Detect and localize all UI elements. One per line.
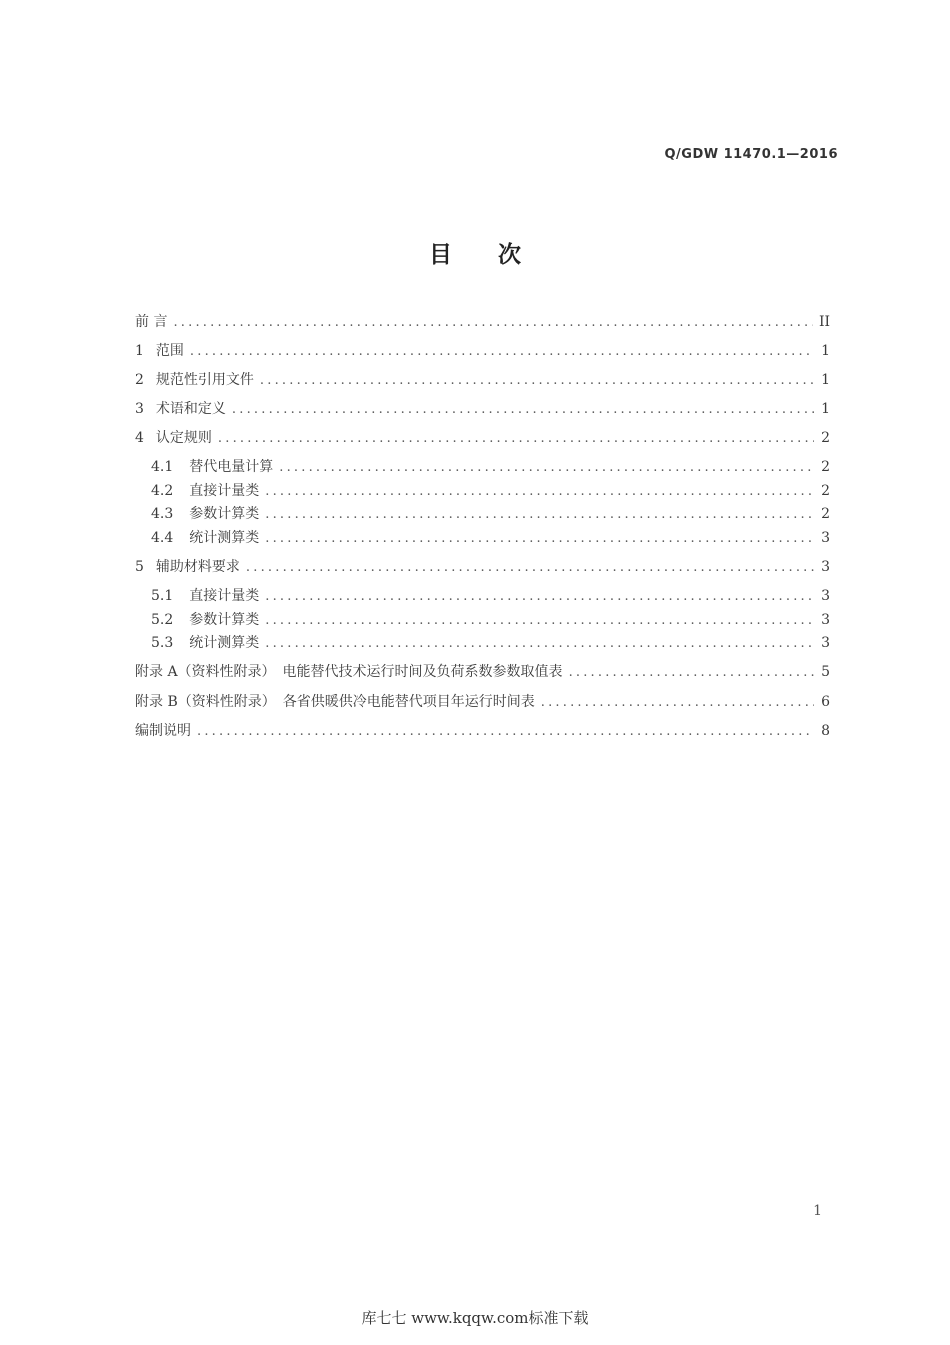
toc-entry-number: 4 [135, 430, 144, 446]
toc-dot-leader [197, 722, 814, 742]
toc-entry-number: 4.4 [151, 530, 174, 546]
toc-entry[interactable] [151, 528, 830, 549]
toc-entry-title: 前 言 [135, 314, 168, 330]
toc-entry[interactable] [135, 692, 830, 713]
toc-dot-leader [218, 429, 814, 449]
toc-entry-number: 5 [135, 559, 144, 575]
toc-entry-number: 4.2 [151, 483, 174, 499]
toc-dot-leader [265, 505, 814, 525]
toc-entry-title: 替代电量计算 [189, 459, 274, 475]
page-number: 1 [813, 1203, 822, 1219]
toc-entry-heading [151, 586, 259, 606]
toc-entry-page: 2 [821, 430, 830, 446]
toc-entry-page: 6 [821, 694, 830, 710]
toc-entry-heading [135, 370, 254, 390]
toc-entry-title: 直接计量类 [189, 483, 260, 499]
toc-entry-page: 3 [821, 559, 830, 575]
toc-entry[interactable] [135, 312, 830, 333]
toc-entry-page: 1 [821, 372, 830, 388]
toc-entry[interactable] [135, 557, 830, 578]
toc-entry-title: 统计测算类 [189, 635, 260, 651]
toc-entry-title: 辅助材料要求 [155, 559, 240, 575]
toc-entry-number: 5.3 [151, 635, 174, 651]
toc-entry[interactable] [151, 504, 830, 525]
toc-entry-page: 8 [821, 723, 830, 739]
toc-entry-heading [135, 557, 240, 577]
toc-entry-title: 范围 [155, 343, 184, 359]
toc-dot-leader [232, 400, 814, 420]
toc-entry[interactable] [151, 481, 830, 502]
toc-entry-heading [135, 428, 212, 448]
toc-entry[interactable] [135, 341, 830, 362]
toc-entry-heading [135, 692, 535, 712]
standard-code: Q/GDW 11470.1—2016 [664, 147, 838, 162]
toc-entry-number: 5.1 [151, 588, 174, 604]
toc-entry-title: 术语和定义 [155, 401, 226, 417]
toc-entry[interactable] [151, 586, 830, 607]
toc-entry-title: 认定规则 [155, 430, 212, 446]
toc-entry-page: 5 [821, 664, 830, 680]
toc-entry-page: 2 [821, 459, 830, 475]
toc-dot-leader [260, 371, 814, 391]
toc-entry-title: 规范性引用文件 [155, 372, 254, 388]
footer-watermark: 库七七 www.kqqw.com标准下载 [361, 1309, 589, 1327]
toc-dot-leader [279, 458, 814, 478]
toc-entry-page: 1 [821, 343, 830, 359]
toc-entry-page: 2 [821, 483, 830, 499]
toc-entry[interactable] [135, 662, 830, 683]
toc-entry-title: 参数计算类 [189, 612, 260, 628]
toc-entry-heading [151, 528, 259, 548]
toc-entry-number: 4.3 [151, 506, 174, 522]
toc-dot-leader [265, 587, 814, 607]
toc-entry-title: 附录 A（资料性附录） 电能替代技术运行时间及负荷系数参数取值表 [135, 664, 563, 680]
toc-entry-page: II [818, 314, 830, 330]
toc-entry[interactable] [135, 370, 830, 391]
toc-entry-number: 1 [135, 343, 144, 359]
toc-entry[interactable] [135, 428, 830, 449]
toc-entry-heading [151, 457, 273, 477]
toc-entry-page: 1 [821, 401, 830, 417]
toc-entry-number: 5.2 [151, 612, 174, 628]
toc-dot-leader [246, 558, 814, 578]
toc-entry[interactable] [151, 457, 830, 478]
toc-dot-leader [265, 482, 814, 502]
toc-entry-heading [151, 610, 259, 630]
toc-entry-title: 编制说明 [135, 723, 191, 739]
toc-entry-title: 参数计算类 [189, 506, 260, 522]
toc-dot-leader [173, 313, 812, 333]
toc-entry-title: 统计测算类 [189, 530, 260, 546]
toc-entry[interactable] [151, 610, 830, 631]
toc-dot-leader [265, 529, 814, 549]
toc-dot-leader [541, 693, 814, 713]
toc-entry[interactable] [135, 721, 830, 742]
toc-dot-leader [265, 611, 814, 631]
toc-entry[interactable] [151, 633, 830, 654]
toc-entry-page: 2 [821, 506, 830, 522]
toc-dot-leader [190, 342, 814, 362]
toc-entry-title: 附录 B（资料性附录） 各省供暖供冷电能替代项目年运行时间表 [135, 694, 535, 710]
toc-entry-heading [151, 481, 259, 501]
toc-entry-heading [135, 312, 167, 332]
toc-entry-page: 3 [821, 612, 830, 628]
toc-entry-number: 3 [135, 401, 144, 417]
toc-entry-title: 直接计量类 [189, 588, 260, 604]
toc-dot-leader [569, 663, 814, 683]
toc-entry-page: 3 [821, 635, 830, 651]
toc-entry-heading [135, 721, 191, 741]
toc-entry-heading [135, 662, 563, 682]
toc-title: 目次 [429, 242, 567, 268]
toc-entry-heading [135, 399, 226, 419]
toc-entry-heading [135, 341, 184, 361]
toc-entry-page: 3 [821, 530, 830, 546]
toc-entry-heading [151, 504, 259, 524]
toc-entry-page: 3 [821, 588, 830, 604]
toc-entry-heading [151, 633, 259, 653]
toc-entry-number: 2 [135, 372, 144, 388]
toc-entry[interactable] [135, 399, 830, 420]
toc-entry-number: 4.1 [151, 459, 174, 475]
toc-dot-leader [265, 634, 814, 654]
